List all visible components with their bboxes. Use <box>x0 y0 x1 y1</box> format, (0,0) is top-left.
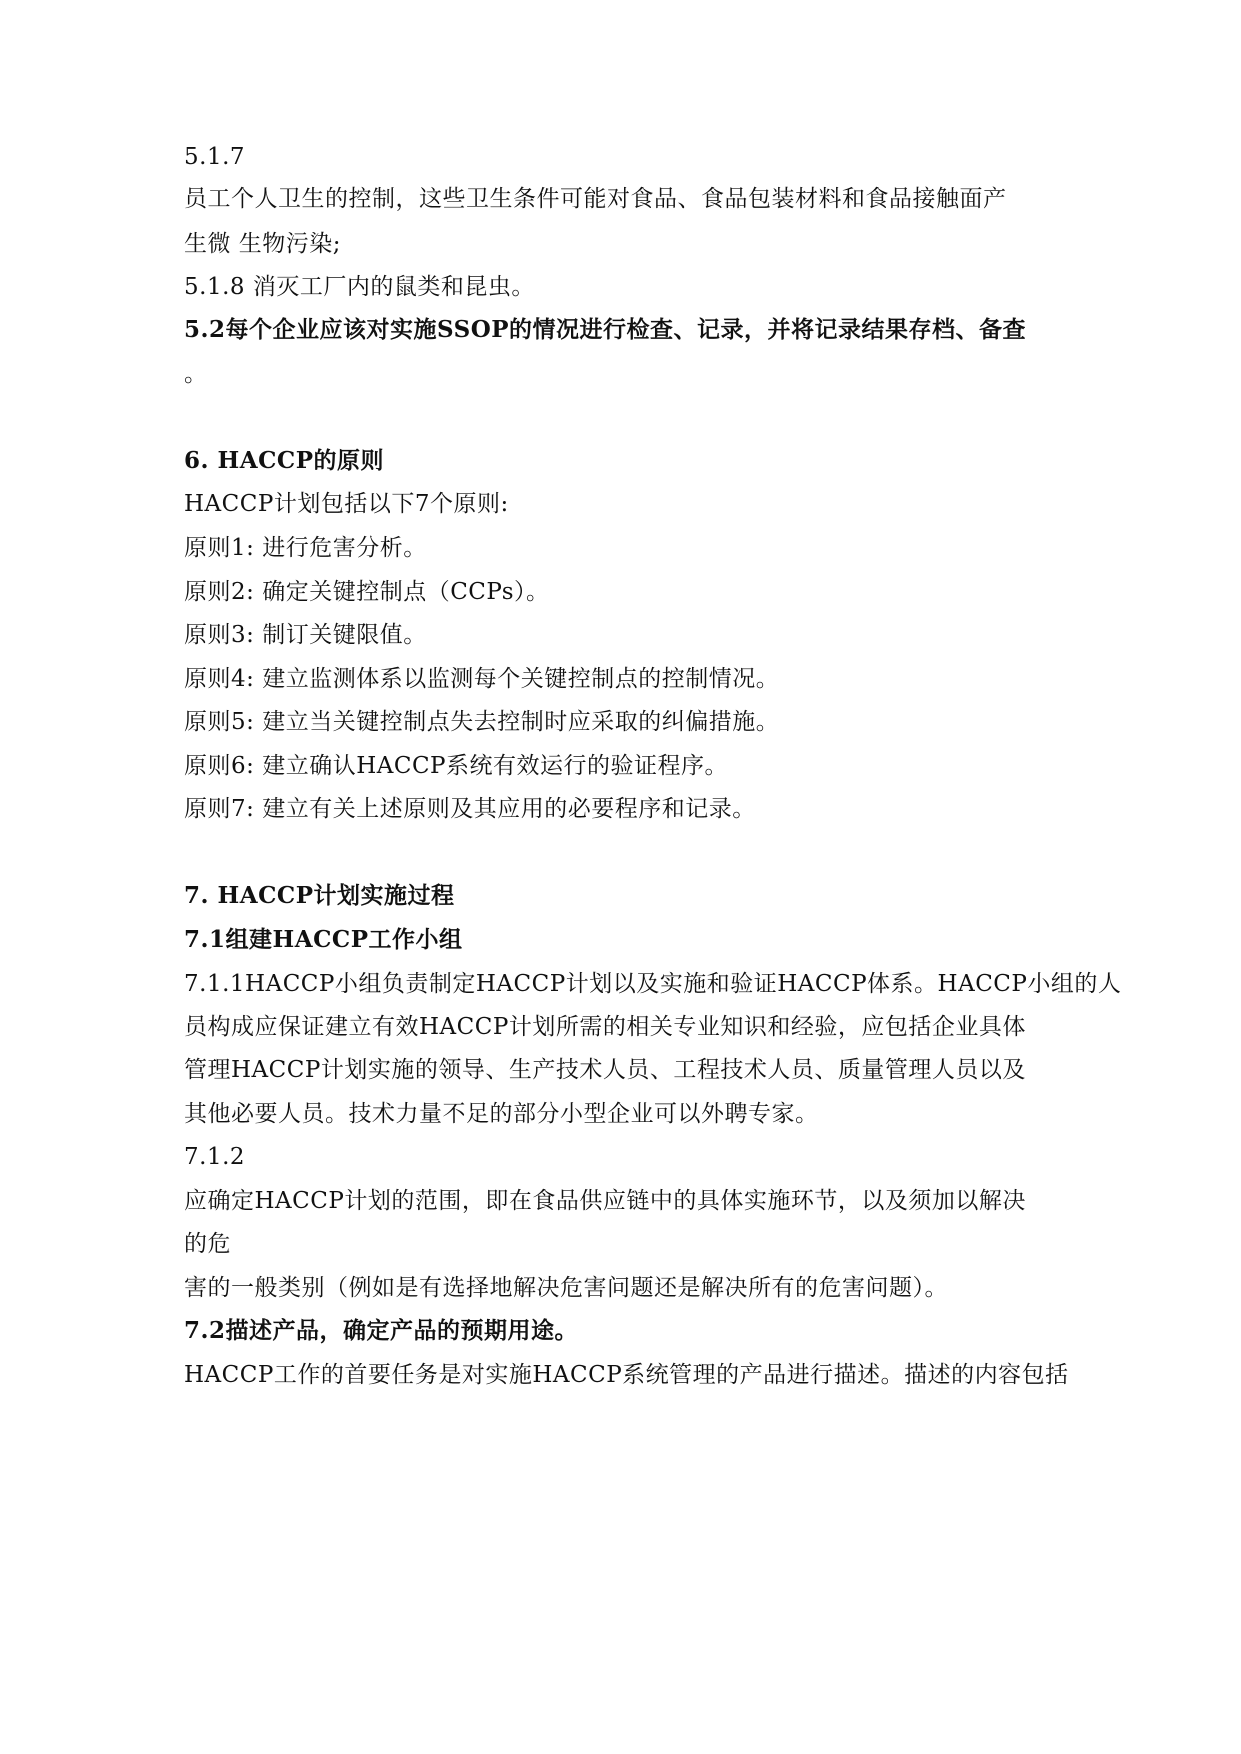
text-line: 的危 <box>184 1231 231 1257</box>
list-item: 原则1: 进行危害分析。 <box>184 535 427 561</box>
text-line: 害的一般类别（例如是有选择地解决危害问题还是解决所有的危害问题）。 <box>184 1275 948 1301</box>
list-item: 原则5: 建立当关键控制点失去控制时应采取的纠偏措施。 <box>184 709 780 735</box>
text-line: 应确定HACCP计划的范围，即在食品供应链中的具体实施环节，以及须加以解决 <box>184 1188 1026 1214</box>
text-line: 7.1.2 <box>184 1144 246 1170</box>
text-line: HACCP工作的首要任务是对实施HACCP系统管理的产品进行描述。描述的内容包括 <box>184 1362 1069 1388</box>
subsection-heading: 7.1组建HACCP工作小组 <box>184 926 463 953</box>
text-line: 5.1.8 消灭工厂内的鼠类和昆虫。 <box>184 274 535 300</box>
list-item: 原则4: 建立监测体系以监测每个关键控制点的控制情况。 <box>184 666 780 692</box>
text-line: 其他必要人员。技术力量不足的部分小型企业可以外聘专家。 <box>184 1101 819 1127</box>
list-item: 原则7: 建立有关上述原则及其应用的必要程序和记录。 <box>184 796 756 822</box>
text-line: 。 <box>184 361 208 387</box>
text-line: 生微 生物污染; <box>184 231 342 257</box>
text-line: 7.1.1HACCP小组负责制定HACCP计划以及实施和验证HACCP体系。HACCP小组的人 <box>184 971 1122 997</box>
text-line: 员工个人卫生的控制，这些卫生条件可能对食品、食品包装材料和食品接触面产 <box>184 186 1007 212</box>
list-item: 原则3: 制订关键限值。 <box>184 622 427 648</box>
list-item: 原则6: 建立确认HACCP系统有效运行的验证程序。 <box>184 753 729 779</box>
text-line: HACCP计划包括以下7个原则: <box>184 491 509 517</box>
section-heading: 5.2每个企业应该对实施SSOP的情况进行检查、记录，并将记录结果存档、备查 <box>184 316 1027 343</box>
text-line: 5.1.7 <box>184 144 246 170</box>
text-line: 员构成应保证建立有效HACCP计划所需的相关专业知识和经验，应包括企业具体 <box>184 1014 1026 1040</box>
text-line: 管理HACCP计划实施的领导、生产技术人员、工程技术人员、质量管理人员以及 <box>184 1057 1026 1083</box>
list-item: 原则2: 确定关键控制点（CCPs）。 <box>184 579 550 605</box>
subsection-heading: 7.2描述产品，确定产品的预期用途。 <box>184 1317 579 1344</box>
section-heading: 6. HACCP的原则 <box>184 447 385 474</box>
section-heading: 7. HACCP计划实施过程 <box>184 882 455 909</box>
